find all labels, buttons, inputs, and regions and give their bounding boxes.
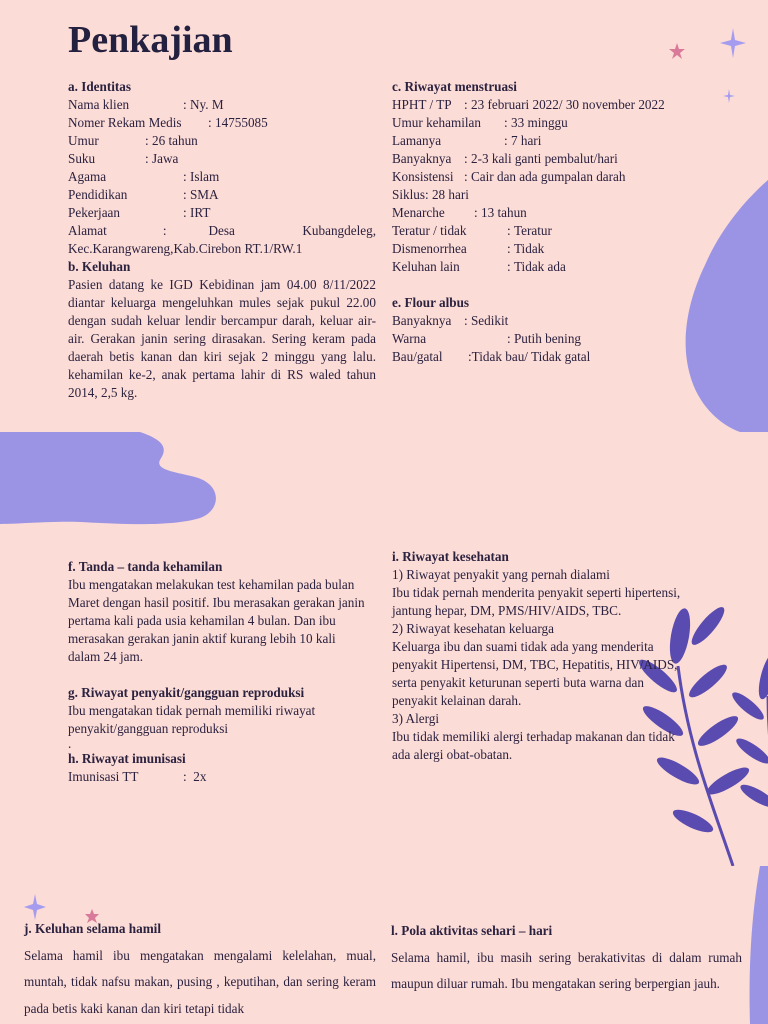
identitas-row — [68, 204, 376, 222]
row-sep: : — [183, 205, 187, 220]
row-label: Keluhan lain — [392, 259, 460, 274]
identitas-row — [68, 186, 376, 204]
kesehatan-item-text: Ibu tidak memiliki alergi terhadap makanan dan tidak ada alergi obat-obatan. — [392, 729, 675, 762]
row-value: IRT — [189, 205, 211, 220]
menstruasi-row — [392, 222, 712, 240]
row-label: Nama klien — [68, 97, 130, 112]
row-label: Banyaknya — [392, 151, 452, 166]
kesehatan-item-text: Keluarga ibu dan suami tidak ada yang menderita penyakit Hipertensi, DM, TBC, Hepatitis, HIV/AIDS, serta penyakit keturunan seperti buta warna dan penyakit kelainan darah. — [392, 639, 678, 708]
reproduksi-heading: g. Riwayat penyakit/gangguan reproduksi — [68, 685, 305, 700]
tanda-text: Ibu mengatakan melakukan test kehamilan pada bulan Maret dengan hasil positif. Ibu merasakan gerakan janin pertama kali pada usia kehamilan 4 bulan. Dan ibu merasakan gerakan janin aktif kurang lebih 10 kali dalam 24 jam. — [68, 577, 365, 664]
row-value: Islam — [189, 169, 220, 184]
row-label: Agama — [68, 169, 107, 184]
row-sep: : — [504, 133, 508, 148]
row-value: Tidak ada — [513, 259, 566, 274]
kesehatan-item-title: 3) Alergi — [392, 711, 440, 726]
row-label: Umur kehamilan — [392, 115, 481, 130]
alamat-row — [68, 222, 376, 240]
menstruasi-row — [392, 204, 712, 222]
row-sep: : — [507, 223, 511, 238]
small-sparkle-icon — [723, 89, 735, 103]
row-value: Putih bening — [513, 331, 582, 346]
row-value: Ny. M — [189, 97, 224, 112]
menstruasi-row — [392, 150, 712, 168]
left-column — [68, 78, 376, 402]
menstruasi-row — [392, 168, 712, 186]
row-label: Warna — [392, 331, 427, 346]
row-sep: : — [183, 187, 187, 202]
row-value: Teratur — [513, 223, 552, 238]
tanda-heading: f. Tanda – tanda kehamilan — [68, 559, 223, 574]
pink-star-icon — [668, 42, 686, 60]
alamat-label: Alamat — [68, 223, 107, 238]
menstruasi-heading: c. Riwayat menstruasi — [392, 79, 517, 94]
identitas-row — [68, 132, 376, 150]
row-label: Konsistensi — [392, 169, 454, 184]
row-label: Bau/gatal — [392, 349, 443, 364]
reproduksi-dot: . — [68, 736, 72, 751]
imunisasi-sep: : — [183, 769, 187, 784]
alamat-value: Desa Kubangdeleg, — [208, 223, 376, 238]
imunisasi-row — [68, 768, 368, 786]
flour-row — [392, 312, 712, 330]
row-label: HPHT / TP — [392, 97, 452, 112]
kesehatan-item-title: 2) Riwayat kesehatan keluarga — [392, 621, 554, 636]
row-value: SMA — [189, 187, 219, 202]
row-sep: : — [464, 313, 468, 328]
row-sep: : — [183, 97, 187, 112]
flour-row — [392, 330, 712, 348]
row-value: 26 tahun — [151, 133, 198, 148]
flour-heading: e. Flour albus — [392, 295, 470, 310]
alamat-value-line2: Kec.Karangwareng,Kab.Cirebon RT.1/RW.1 — [68, 241, 303, 256]
kesehatan-heading: i. Riwayat kesehatan — [392, 549, 509, 564]
right-column — [392, 78, 712, 366]
row-label: Dismenorrhea — [392, 241, 467, 256]
menstruasi-row — [392, 132, 712, 150]
menstruasi-row — [392, 258, 712, 276]
page-1 — [0, 0, 768, 432]
siklus-text: Siklus: 28 hari — [392, 187, 469, 202]
menstruasi-row — [392, 114, 712, 132]
row-label: Nomer Rekam Medis — [68, 115, 182, 130]
right-column-2 — [392, 548, 692, 764]
right-blob-decoration-2 — [738, 866, 768, 1024]
kesehatan-item-text: Ibu tidak pernah menderita penyakit seperti hipertensi, jantung hepar, DM, PMS/HIV/AIDS, TBC. — [392, 585, 681, 618]
keluhan-heading: b. Keluhan — [68, 259, 131, 274]
row-label: Banyaknya — [392, 313, 452, 328]
row-value: Tidak — [513, 241, 545, 256]
left-blob-decoration — [0, 432, 240, 532]
row-label: Pekerjaan — [68, 205, 120, 220]
row-value: 13 tahun — [480, 205, 527, 220]
menstruasi-row — [392, 240, 712, 258]
row-value: Jawa — [151, 151, 179, 166]
aktivitas-text: Selama hamil, ibu masih sering berakativitas di dalam rumah maupun diluar rumah. Ibu mengatakan sering berpergian jauh. — [391, 949, 742, 991]
identitas-row — [68, 96, 376, 114]
row-sep: : — [208, 115, 212, 130]
row-sep: : — [504, 115, 508, 130]
row-label: Umur — [68, 133, 99, 148]
identitas-row — [68, 168, 376, 186]
row-sep: : — [145, 133, 149, 148]
keluhan-hamil-heading: j. Keluhan selama hamil — [24, 921, 162, 936]
row-value: 7 hari — [510, 133, 542, 148]
aktivitas-column — [391, 918, 742, 998]
row-value: 23 februari 2022/ 30 november 2022 — [470, 97, 665, 112]
identitas-heading: a. Identitas — [68, 79, 132, 94]
keluhan-hamil-text: Selama hamil ibu mengatakan mengalami kelelahan, mual, muntah, tidak nafsu makan, pusing , keputihan, dan sering keram pada betis kaki kanan dan kiri tetapi tidak — [24, 947, 376, 1016]
identitas-row — [68, 150, 376, 168]
menstruasi-row — [392, 96, 712, 114]
keluhan-hamil-column — [24, 916, 376, 1022]
row-sep: : — [464, 151, 468, 166]
page-title: Penkajian — [68, 19, 233, 61]
row-sep: : — [507, 259, 511, 274]
page-3 — [0, 866, 768, 1024]
row-label: Pendidikan — [68, 187, 128, 202]
row-sep: : — [474, 205, 478, 220]
row-sep: : — [464, 169, 468, 184]
row-value: Sedikit — [470, 313, 509, 328]
row-label: Menarche — [392, 205, 445, 220]
row-value: Cair dan ada gumpalan darah — [470, 169, 626, 184]
flour-row — [392, 348, 712, 366]
identitas-row — [68, 114, 376, 132]
row-value: 2-3 kali ganti pembalut/hari — [470, 151, 618, 166]
row-sep: : — [468, 349, 472, 364]
alamat-sep: : — [162, 223, 167, 238]
kesehatan-item-title: 1) Riwayat penyakit yang pernah dialami — [392, 567, 610, 582]
row-value: 14755085 — [214, 115, 268, 130]
row-label: Teratur / tidak — [392, 223, 467, 238]
row-sep: : — [507, 241, 511, 256]
keluhan-text: Pasien datang ke IGD Kebidinan jam 04.00 8/11/2022 diantar keluarga mengeluhkan mules sejak pukul 22.00 dengan sudah keluar lendir bercampur darah, keluar air-air. Gerakan janin sering dirasakan. Sering keram pada daerah betis kanan dan kiri sejak 2 minggu yang lalu. kehamilan ke-2, anak pertama lahir di RS waled tahun 2014, 2,5 kg. — [68, 277, 376, 400]
aktivitas-heading: l. Pola aktivitas sehari – hari — [391, 923, 553, 938]
left-column-2 — [68, 558, 368, 786]
imunisasi-value: 2x — [193, 769, 207, 784]
row-sep: : — [464, 97, 468, 112]
reproduksi-text: Ibu mengatakan tidak pernah memiliki riwayat penyakit/gangguan reproduksi — [68, 703, 316, 736]
row-value: 33 minggu — [510, 115, 568, 130]
row-label: Lamanya — [392, 133, 442, 148]
row-value: Tidak bau/ Tidak gatal — [471, 349, 591, 364]
imunisasi-label: Imunisasi TT — [68, 769, 139, 784]
imunisasi-heading: h. Riwayat imunisasi — [68, 751, 186, 766]
sparkle-icon — [720, 28, 746, 58]
row-sep: : — [183, 169, 187, 184]
row-sep: : — [507, 331, 511, 346]
row-sep: : — [145, 151, 149, 166]
row-label: Suku — [68, 151, 96, 166]
page-2 — [0, 432, 768, 866]
